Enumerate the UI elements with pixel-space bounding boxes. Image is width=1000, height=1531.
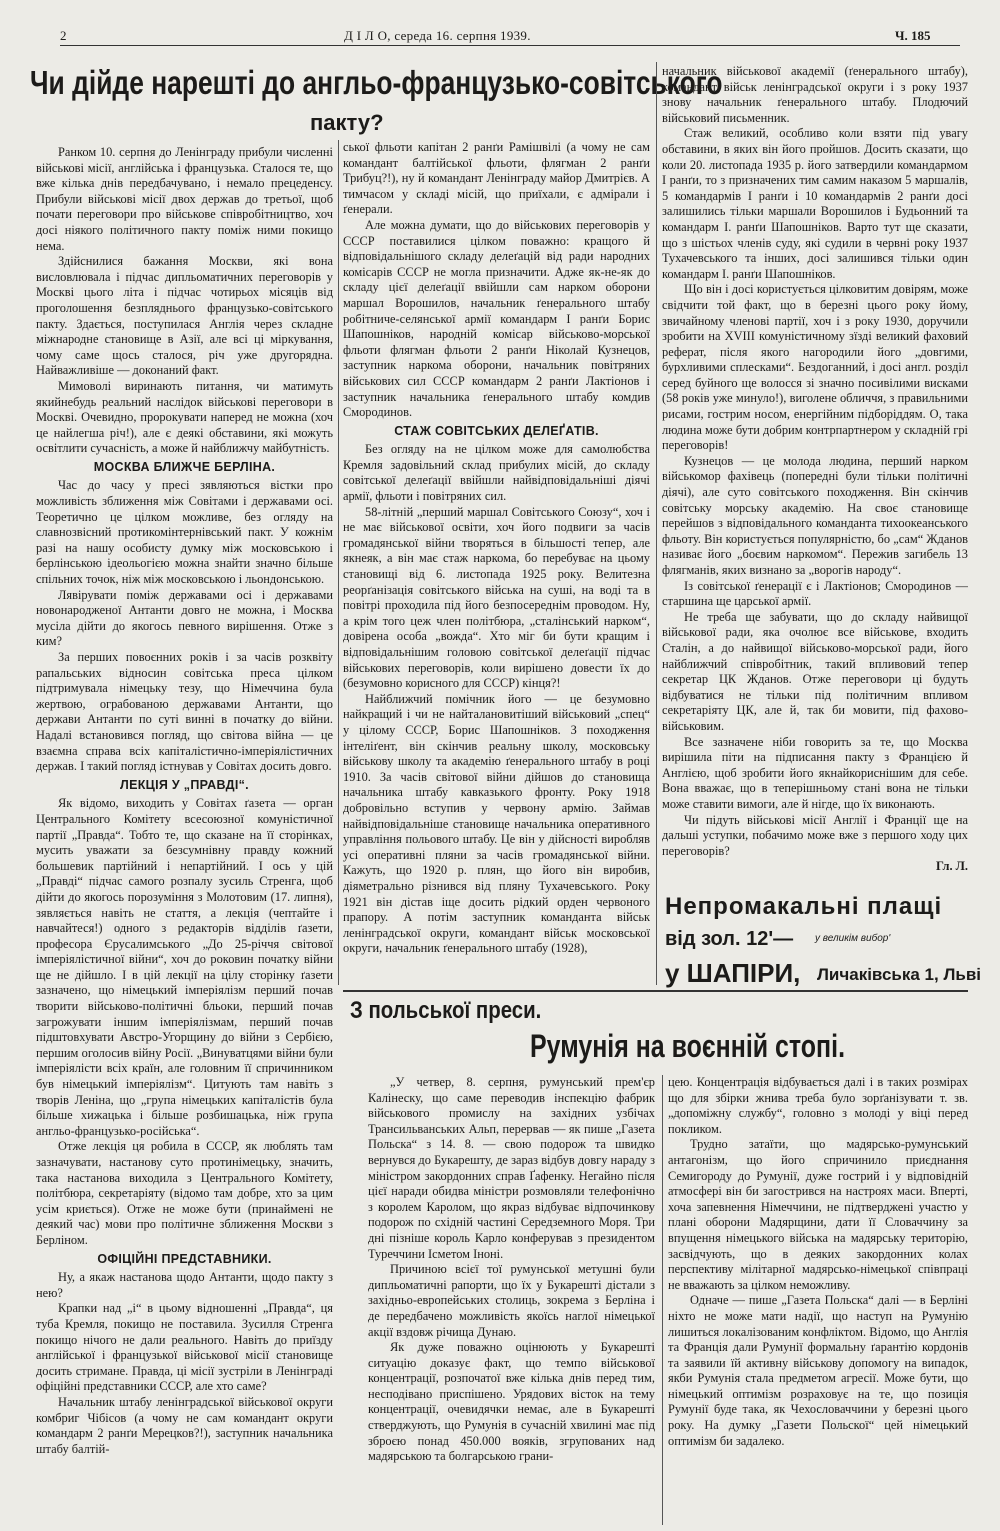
column-divider — [338, 140, 339, 985]
paragraph: За перших повоєнних років і за часів розквіту рапальських відносин совітська преса цілком підтримувала німецьку тезу, що Німеччина була жертвою, ограбованою державами Антанти, що держави Антанти по суті винні в початку до війни. Надалі встановився погляд, що світова війна — це взаємна справа всіх капіталістично-імперіялістичних держав. І такий погляд істнував у Совітах досить довго. — [36, 650, 333, 774]
paragraph: Чи підуть військові місії Англії і Франції ще на дальші уступки, побачимо може вже з першого ходу цих переговорів? — [662, 812, 968, 858]
paragraph: Найближчий помічник його — це безумовно найкращий і чи не найталановитіший військовий „спец“ у цілому СССР, Борис Шапошніков. З походження інтеліґент, він скінчив реальну школу, московську військову школу та академію ґенерального штабу в році 1910. За часів світової війни дійшов до становища начальника штабу кавказького фронту. Року 1918 добровільно вступив у червону армію. Займав найвідповідальніше становище начальника оперативного управління польового штабу. Це він у дійсності виробляв усі оперативні пляни за часів громадянської війни. Кажуть, що 1920 р. плян, що його він виробив, діяметрально різнився від пляну Тухачевського. Року 1921 він дістав іще досить рідкий орден червоного прапору. А потім заступник команданта військ ленінградської округи, командант військ московської округи, начальник ґенерального штабу (1928), — [343, 691, 650, 956]
header-rule — [60, 45, 960, 46]
paragraph: Причиною всієї тої румунської метушні були дипльоматичні рапорти, що їх у Букарешті дістали з західньо-европейських столиць, зокрема з Берліна і де передбачено можливість якоїсь наглої німецької акції вздовж річища Дунаю. — [368, 1262, 655, 1339]
ad-selection-note: у великім вибор' — [815, 933, 891, 944]
ad-headline: Непромакальні плащі — [665, 893, 943, 920]
paragraph: начальник військової академії (ґенерального штабу), командант військ ленінградської округи і з року 1937 знову начальник ґенерального штабу. Плодючий військовий письменник. — [662, 64, 968, 125]
subheading-official: ОФІЦІЙНІ ПРЕДСТАВНИКИ. — [97, 1251, 272, 1266]
paragraph: Здійснилися бажання Москви, які вона висловлювала і підчас дипльоматичних переговорів у Москві цього літа і підчас чотирьох місяців від проголошення безпляднього французько-совітського пакту. Здається, поступилася Англія через складне міжнародне становище в Азії, але всі ці міркування, чому саме щось сталося, річ уже другорядна. Найважливіше — доконаний факт. — [36, 254, 333, 378]
ad-store-name: у ШАПІРИ, — [665, 958, 801, 988]
paragraph: Крапки над „і“ в цьому відношенні „Правда“, ця туба Кремля, покищо не поставила. Зусилля Стренга покищо нічого не дали реального. Навіть до приїзду англійської і французької військової місії становище досить стримане. Правда, ці місії зустріли в Ленінграді офіційні представники СССР, але хто саме? — [36, 1301, 333, 1394]
article1-column2 — [343, 140, 650, 985]
page-header — [0, 28, 1000, 50]
paragraph: Все зазначене ніби говорить за те, що Москва вирішила піти на підписання пакту з Францією й Англією, щоб зробити його якнайкориснішим для себе. Вона вважає, що в теперішньому стані вона не тільки може ставити вимоги, але й нігде, що їх виконають. — [662, 734, 968, 811]
subheading-moscow: МОСКВА БЛИЖЧЕ БЕРЛІНА. — [93, 459, 276, 474]
masthead: Д І Л О, середа 16. серпня 1939. — [344, 28, 531, 43]
paragraph: ської фльоти капітан 2 ранґи Рамішвілі (а чому не сам командант балтійської фльоти, флягман 2 ранґи Трибуц?!), ну й командант Ленінграду майор Дмитрієв. А тимчасом у складі місій, що приїхали, є адмірали і ґенерали. — [343, 140, 650, 217]
article1-column3 — [662, 64, 968, 888]
paragraph: Із совітської ґенерації є і Лактіонов; Смородинов — старшина ще царської армії. — [662, 578, 968, 609]
paragraph: Кузнецов — це молода людина, перший нарком військомор фахівець (попередні були тільки політичні діячі), але суто совітського походження. Він скінчив совітську морську академію. На своє становище перейшов з відповідального команданта тихоокеанського фльоту. Він користується популярністю, бо „сам“ Жданов називає його „боєвим наркомом“. Пережив загибель 13 флягманів, яких визнано за „ворогів народу“. — [662, 453, 968, 577]
paragraph: Одначе — пише „Газета Польска“ далі — в Берліні ніхто не може мати надії, що наступ на Румунію лишиться локалізованим конфліктом. Відомо, що Англія та Франція дали Румунії формальну ґарантію кордонів та заявили їй активну військову допомогу на випадок, якби Румунія стала предметом агресії. Може бути, що німецький оптимізм розраховує на те, що позиція Румунії буде така, як Чехословаччини у березні цього року. На думку „Газети Польскої“ цей німецький оптимізм би задалеко. — [668, 1293, 968, 1448]
page-number: 2 — [60, 28, 67, 43]
paragraph: 58-літній „перший маршал Совітського Союзу“, хоч і не має військової освіти, хоч його подвиги за часів громадянської війни творяться в більшості тепер, але якнеяк, а він має стаж наркома, бо перебуває на цьому становищі від 6. листопада 1925 року. Велитезна реорґанізація совітського війська на суші, на воді та в повітрі проходила під його безпосереднім проводом. Ну, а крім того цеж член політбюра, „сталінський нарком“, довірена особа „вожда“. Хто міг би бути кращим і відповідальнішим головою совітської делеґації підчас військових переговорів, коли вирішено довести їх до (безумовно корисного для СССР) кінця?! — [343, 504, 650, 691]
paragraph: Час до часу у пресі зявляються вістки про можливість зближення між Совітами і державами осі. Теоретично це цілком можливе, без огляду на славнозвісний протикомінтернівський пакт. У кожнім разі на нашу особисту думку між московською і берлінською ідеольогією можна знайти значно більше спільних точок, ніж між московською і льондонською. — [36, 478, 333, 587]
article2-column1 — [368, 1075, 655, 1527]
column-divider — [662, 1075, 663, 1525]
paragraph: цею. Концентрація відбувається далі і в таких розмірах що для збірки жнива треба було зорґанізувати т. зв. „допоміжну службу“, головно з молоді у віці перед покликом. — [668, 1075, 968, 1136]
article2-title: Румунія на воєнній стопі. — [530, 1028, 845, 1064]
ad-address: Личаківська 1, Льві — [817, 965, 982, 984]
advertisement — [665, 893, 982, 993]
article1-title-line2: пакту? — [310, 110, 384, 135]
paragraph: Лявірувати поміж державами осі і державами новонародженої Антанти довго не можна, і Москва мусіла дійти до якогось певного вирішення. Отже з ким? — [36, 587, 333, 649]
signature: Гл. Л. — [936, 859, 968, 874]
subheading-stazh: СТАЖ СОВІТСЬКИХ ДЕЛЕҐАТІВ. — [394, 423, 599, 438]
paragraph: Як дуже поважно оцінюють у Букарешті ситуацію доказує факт, що темпо військової концентрації, розпочатої вже кілька днів перед тим, несподівано приспішено. Урядових вісток на тему концентрації, очевидячки немає, але в Букарешті стверджують, що Румунія в сучасній хвилині має під зброєю понад 450.000 вояків, згрупованих над мадярською та болгарською грани- — [368, 1340, 655, 1464]
article1-column1 — [36, 145, 333, 1528]
subheading-pravda: ЛЕКЦІЯ У „ПРАВДІ“. — [120, 777, 249, 792]
article2-column2 — [668, 1075, 968, 1527]
paragraph: Ну, а якаж настанова щодо Антанти, щодо пакту з нею? — [36, 1270, 333, 1300]
paragraph: „У четвер, 8. серпня, румунський прем'єр Калінеску, що саме переводив інспекцію фабрик військового промислу на західних узбічах Трансильванських Альп, перервав — як пише „Газета Польска“ з 14. 8. — свою подорож та швидко вернувся до Букарешту, де зараз відбув довгу нараду з міністром закордонних справ Ґафенку. Негайно після цієї наради обидва міністри розмовляли телефонічно з королем Каролом, що якраз відбуває відпочинкову подорож по східній частині Середземного Моря. Три дні пізніше король Карло конферував з президентом Туреччини Ісметом Іноні. — [368, 1075, 655, 1261]
paragraph: Але можна думати, що до військових переговорів у СССР поставилися цілком поважно: кращого й відповідальнішого складу делеґацій від ради народних комісарів СССР не могла призначити. Адже як-не-як до складу цієї делеґації ввійшли сам нарком оборони маршал Ворошилов, начальник ґенерального штабу робітниче-селянської армії командарм І ранґи Борис Шапошніков, народній комісар військово-морської фльоти флягман фльоти 2 ранґи Ніколай Кузнецов, заступник наркома оборони, начальник повітряних військових сил СССР командарм 2 ранґи Лактіонов і заступник начальника ґенерального штабу комдив Смородинов. — [343, 217, 650, 420]
paragraph: Не треба ще забувати, що до складу найвищої військової ради, яка очолює все військове, входить Сталін, а до найвищої військово-морської ради, його найближчий співробітник, такий впливовий тепер секретар ЦК Жданов. Отже переговори ці будуть відбуватися не тільки під політичним впливом секретаріяту ЦК, але й, так би мовити, під фахово-військовим. — [662, 609, 968, 733]
article1-title-line1: Чи дійде нарешті до англьо-французько-совітського — [30, 64, 723, 101]
issue-number: Ч. 185 — [895, 28, 931, 43]
paragraph: Що він і досі користується цілковитим довірям, може свідчити той факт, що в березні цього року йому, звичайному членові партії, хоч і з року 1930, доручили зробити на XVIII комуністичному зїзді великий фаховий реферат, після якого нагородили його „довгими, бурхливими сплесками“. Бездоганний, і досі англ. розділ серед буйного ще волосся зі значно посивілими висками (58 років уже минуло!), виголене обличчя, з правильними рисами, гострим носом, енергійним підборіддям. О, така людина може бути добрим контрпартнером у складній грі переговорів! — [662, 282, 968, 453]
paragraph: Стаж великий, особливо коли взяти під увагу обставини, в яких він його пройшов. Досить сказати, що коли 20. листопада 1935 р. його затвердили командармом І ранґи, то з призначених тим самим наказом 5 маршалів, 5 командармів І ранґи і 10 командармів 2 ранґи досі залишились тільки маршали Ворошилов і Будьонний та командарм І. ранґи Шапошніков. Варто тут ще сказати, що з шістьох членів суду, які судили в червні року 1937 Тухачевського та інших, досі залишився тільки один командарм І. ранґи Шапошніков. — [662, 126, 968, 281]
paragraph: Мимоволі виринають питання, чи матимуть якийнебудь реальний наслідок військові переговори в Москві. Очевидно, пророкувати наперед не можна (хоч це найлегша річ!), але є деякі обставини, які можуть освітлити сучасність, а може й найближчу майбутність. — [36, 378, 333, 456]
column-divider — [656, 62, 657, 985]
ad-price: від зол. 12'— — [665, 928, 794, 950]
section-rule — [343, 990, 968, 992]
paragraph: Начальник штабу ленінградської військової округи комбриг Чібісов (а чому не сам командант округи командарм 2 ранґи Мерецков?!), заступник начальника штабу балтій- — [36, 1394, 333, 1456]
article2-kicker: З польської преси. — [350, 997, 542, 1024]
paragraph: Трудно затаїти, що мадярсько-румунський антагонізм, що його спричинило приєднання Семигороду до Румунії, дуже гострий і у відповідній атмосфері він би загострився на настроях маси. Вперті, хоча запевнення Німеччини, не підтверджені участю у плані оборони Мадярщини, дати її Словаччину за впущення німецького війська на мадярську територію, засвідчують, що в деяких закордонних колах перспективу мілітарної мадярсько-німецької співпраці не вважають за цілком неможливу. — [668, 1137, 968, 1292]
paragraph: Як відомо, виходить у Совітах ґазета — орган Центрального Комітету всесоюзної комуністичної партії „Правда“. Тобто те, що сказане на її сторінках, мусить уважати за безсумнівну правду кожний большевик партійний і непартійний. І ось у цій „Правді“ підчас самого розпалу зусиль Стренга, щоб дійти до якогось порозуміння з Молотовим (17. липня), зявляється навіть не стаття, а лекція (чептайте і навчайтеся!) одного з редакторів відділів ґазети, професора Єрусалимського „До 25-річчя світової імперіялістичної війни“, хоч до роковин початку війни ще не дійшло. І в цій лекції на цілу сторінку ґазети зазначено, що німецький імперіялізм перший почав творити військово-політичні бльоки, перший почав загрожувати іншим імперіялізмам, перший почав підштовхувати Австро-Угорщину до війни з Сербією, першим оголосив війну Росії. „Винуватцями війни були імперіялісти всіх країн, але головним її спричинником був німецький імперіялізм“. Цитують там навіть з творів Леніна, що „група німецьких капіталістів була більше хижацька і більше розбишацька, ніж група англьо-французько-російська“. — [36, 796, 333, 1138]
paragraph: Без огляду на не цілком може для самолюбства Кремля задовільний склад прибулих місій, до складу совітської делеґації ввійшли найвідповідальніші діячі армії, фльоти і повітряних сил. — [343, 442, 650, 504]
paragraph: Ранком 10. серпня до Ленінграду прибули численні військові місії, англійська і французька. Сталося те, що вже кілька днів передбачувано, і немало прецеденсу. Прибули військові місії двох держав до третьої, щоб почати переговори про військове співробітництво, хоч досі ніякого політичного пакту поміж ними покищо нема. — [36, 145, 333, 253]
paragraph: Отже лекція ця робила в СССР, як люблять там зазначувати, настанову суто протинімецьку, значить, така настанова виходила з Центрального Комітету, політбюра, секретаріяту (відомо там добре, хто за цим усім криється). Отже не може бути (принаймені не деякий час) мови про політичне зближення Москви з Берліном. — [36, 1139, 333, 1247]
